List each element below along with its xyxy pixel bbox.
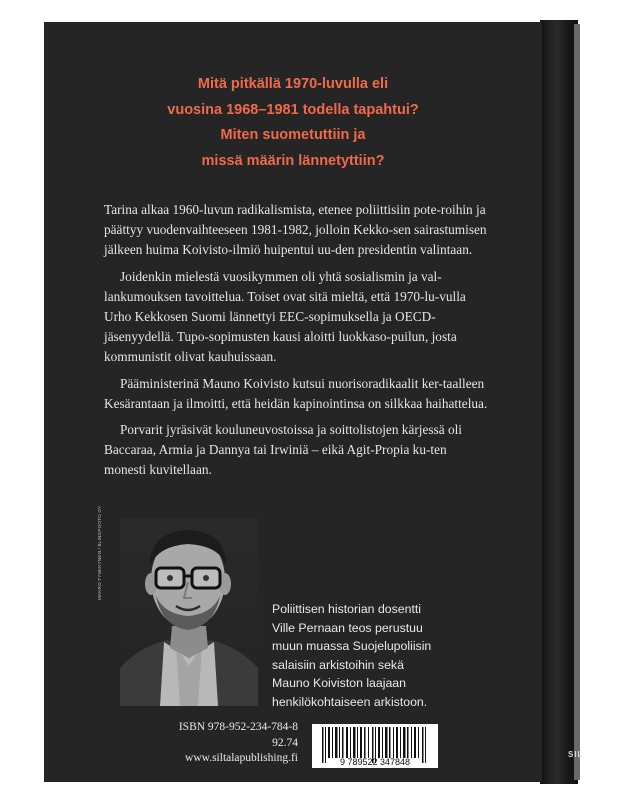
bio-line: Poliittisen historian dosentti: [272, 602, 422, 616]
bio-line: Mauno Koiviston laajaan: [272, 676, 406, 690]
headline-line: missä määrin lännetyttiin?: [201, 152, 385, 169]
blurb-paragraph: Porvarit jyräsivät kouluneuvostoissa ja soittolistojen kärjessä oli Baccaraa, Armia ja Dannya tai Irwiniä – eikä Agit-Propia ku-ten monesti kuvitellaan.: [104, 422, 462, 478]
cover-headline: [44, 72, 542, 174]
bio-line: Ville Pernaan teos perustuu: [272, 620, 423, 635]
author-bio: [272, 600, 472, 711]
classification-code: 92.74: [272, 736, 298, 749]
author-portrait-image: [120, 518, 258, 706]
blurb-paragraph: Tarina alkaa 1960-luvun radikalismista, etenee poliittisiin pote-roihin ja päättyy vuodenvaihteeseen 1981-1982, jolloin Kekko-sen sairastumisen jälkeen huima Koivisto-ilmiö huipentui uu-den presidentin valintaan.: [104, 202, 487, 258]
book-spine: [540, 20, 578, 784]
headline-line: vuosina 1968–1981 todella tapahtui?: [167, 101, 419, 118]
blurb-text: [104, 200, 488, 487]
headline-line: Mitä pitkällä 1970-luvulla eli: [197, 76, 389, 92]
publisher-website: www.siltalapublishing.fi: [185, 752, 298, 764]
isbn-block: [178, 720, 298, 767]
barcode-number: 9 789522 347848: [339, 757, 411, 767]
author-photo: [120, 518, 258, 706]
bio-line: salaisiin arkistoihin sekä: [272, 657, 404, 672]
blurb-paragraph: Pääministerinä Mauno Koivisto kutsui nuorisoradikaalit ker-taalleen Kesärantaan ja ilmoitti, että heidän kapinointinsa on silkkaa haihattelua.: [104, 375, 488, 411]
spine-text: SIL: [568, 750, 584, 759]
isbn-number: ISBN 978-952-234-784-8: [178, 721, 298, 733]
bio-line: muun muassa Suojelupoliisin: [272, 639, 432, 653]
blurb-paragraph: Joidenkin mielestä vuosikymmen oli yhtä sosialismin ja val-lankumouksen tavoittelua. Toiset ovat sitä mieltä, että 1970-lu-vulla Urho Kekkosen Suomi lännettyi EEC-sopimuksella ja OECD-jäsenyydellä. Tupo-sopimusten kausi aloitti luokkaso-puilun, josta kommunistit olivat kauhuissaan.: [104, 268, 466, 365]
bio-line: henkilökohtaiseen arkistoon.: [272, 694, 428, 709]
spine-edge: [574, 24, 580, 780]
headline-line: Miten suometuttiin ja: [220, 127, 366, 143]
isbn-barcode: [312, 724, 438, 768]
photo-credit: MAKRO TYNKKYNEN / BLINGPOOTO OY: [97, 505, 102, 600]
